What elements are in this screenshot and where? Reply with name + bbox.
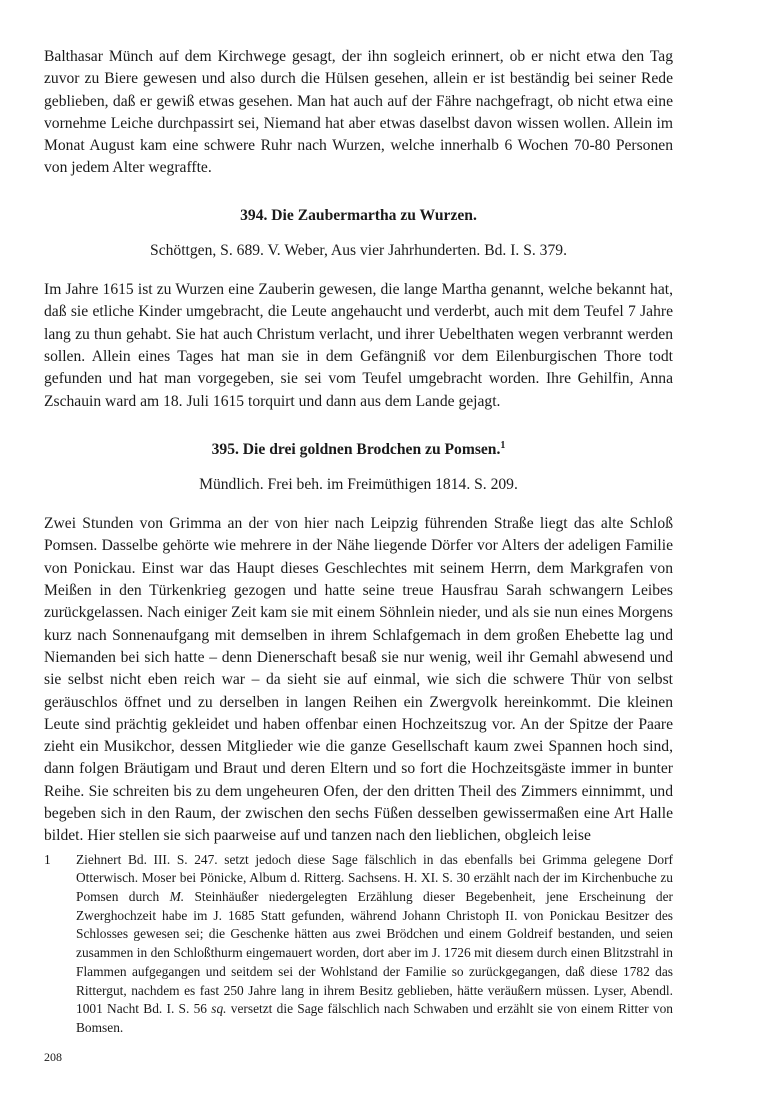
footnote-number: 1 bbox=[44, 851, 51, 867]
section-394-source: Schöttgen, S. 689. V. Weber, Aus vier Jahrhunderten. Bd. I. S. 379. bbox=[150, 241, 567, 259]
footnote-italic: M. bbox=[169, 889, 185, 905]
section-395-heading-text: 395. Die drei goldnen Brodchen zu Pomsen. bbox=[211, 440, 501, 458]
paragraph-continued: Balthasar Münch auf dem Kirchwege gesagt, der ihn sogleich erinnert, ob er nicht etwa den Tag zuvor zu Biere gewesen und also durch die Hülsen gesehen, allein er ist beständig bei seiner Rede geblieben, daß er gewiß etwas gesehen. Man hat auch auf der Fähre nachgefragt, ob nicht etwa eine vornehme Leiche durchpassirt sei, Niemand hat aber etwas daselbst davon wissen wollen. Allein im Monat August kam eine schwere Ruhr nach Wurzen, welche innerhalb 6 Wochen 70-80 Personen von jedem Alter wegraffte. bbox=[44, 48, 673, 177]
page-body bbox=[44, 46, 673, 1038]
section-395-source: Mündlich. Frei beh. im Freimüthigen 1814. S. 209. bbox=[199, 475, 518, 493]
section-394-text: Im Jahre 1615 ist zu Wurzen eine Zauberin gewesen, die lange Martha genannt, welche bekannt hat, daß sie etliche Kinder umgebracht, die Leute angehaucht und verderbt, auch mit dem Teufel 7 Jahre lang zu thun gehabt. Sie hat auch Christum verlacht, und ihrer Uebelthaten wegen verbrannt werden sollen. Allein eines Tages hat man sie in dem Gefängniß vor dem Eilenburgischen Thore todt gefunden und hat man vorgegeben, sie sei vom Teufel umgebracht worden. Ihre Gehilfin, Anna Zschauin ward am 18. Juli 1615 torquirt und dann aus dem Lande gejagt. bbox=[44, 281, 673, 410]
page-number: 208 bbox=[44, 1050, 62, 1064]
section-395-heading bbox=[44, 439, 673, 461]
section-395-text: Zwei Stunden von Grimma an der von hier nach Leipzig führenden Straße liegt das alte Schloß Pomsen. Dasselbe gehörte wie mehrere in der Nähe liegende Dörfer vor Alters der adeligen Familie von Ponickau. Einst war das Haupt dieses Geschlechtes mit seinem Herrn, dem Markgrafen von Meißen in den Türkenkrieg gezogen und hatte seine treue Hausfrau Sarah schwangern Leibes zurückgelassen. Nach einiger Zeit kam sie mit einem Söhnlein nieder, und als sie nun eines Morgens kurz nach Sonnenaufgang mit demselben in ihrem Schlafgemach in dem großen Ehebette lag und Niemanden bei sich hatte – denn Dienerschaft besaß sie nur wenig, weil ihr Gemahl abwesend und sie selbst nicht eben reich war – da sieht sie auf einmal, wie sich die schwere Thür von selbst geräuschlos öffnet und zu derselben in langen Reihen ein Zwergvolk hereinkommt. Die kleinen Leute sind prächtig gekleidet und haben offenbar einen Hochzeitszug vor. An der Spitze der Paare zieht ein Musikchor, dessen Mitglieder wie die ganze Gesellschaft kaum zwei Spannen hoch sind, dann folgen Bräutigam und Braut und deren Eltern und so fort die Hochzeitsgäste immer in bunter Reihe. Sie schreiten bis zu dem ungeheuren Ofen, der den dritten Theil des Zimmers einnimmt, und begeben sich in den Raum, der zwischen den sechs Füßen desselben gewissermaßen eine Art Halle bildet. Hier stellen sie sich paarweise auf und tanzen nach den lieblichen, obgleich leise bbox=[44, 515, 673, 845]
footnote-italic: sq. bbox=[211, 1001, 227, 1017]
footnote-text-part: Ziehnert Bd. III. S. 247. setzt jedoch diese Sage fälschlich in das ebenfalls bei Grimma gelegene Dorf Otterwisch. Moser bei Pönicke, Album d. Ritterg. Sachsens. H. XI. S. 30 erzählt nach der im Kirchenbuche zu Pomsen durch bbox=[76, 851, 673, 905]
footnote-marker[interactable]: 1 bbox=[500, 439, 506, 451]
footnote-text-part: Steinhäußer niedergelegten Erzählung dieser Begebenheit, jene Erscheinung der Zwerghochzeit habe im J. 1685 Statt gefunden, während Johann Christoph II. von Ponickau Besitzer des Schlosses gewesen sei; die Geschenke hätten aus zwei Brödchen und einem Goldreif bestanden, und seien zusammen in den Schloßthurm eingemauert worden, dort aber im J. 1726 mit diesem durch einen Blitzstrahl in Flammen aufgegangen und seitdem sei der Wohlstand der Familie so zurückgegangen, daß diese 1782 das Rittergut, nachdem es fast 250 Jahre lang in ihrem Besitz geblieben, hätte veräußern müssen. Lyser, Abendl. 1001 Nacht Bd. I. S. 56 bbox=[76, 889, 674, 1017]
footnote-text-part: versetzt die Sage fälschlich nach Schwaben und erzählt sie von einem Ritter von Bomsen. bbox=[76, 1001, 673, 1035]
footnote bbox=[44, 851, 673, 1038]
section-394-heading: 394. Die Zaubermartha zu Wurzen. bbox=[240, 206, 477, 224]
footnotes bbox=[44, 851, 673, 1038]
footnote-text bbox=[76, 851, 673, 1038]
